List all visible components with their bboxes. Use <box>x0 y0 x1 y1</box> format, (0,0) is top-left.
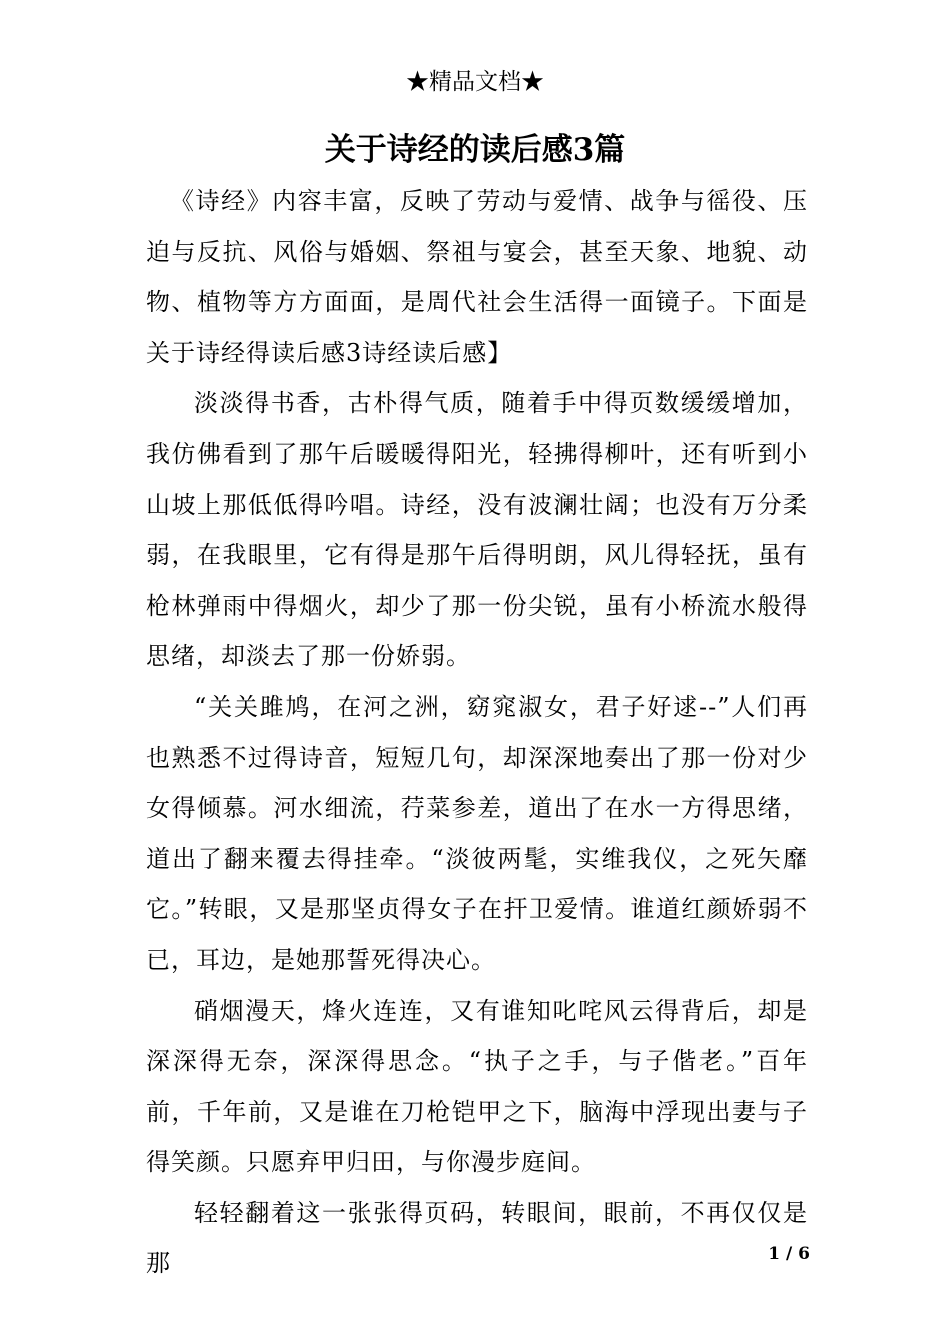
paragraph-3: “关关雎鸠，在河之洲，窈窕淑女，君子好逑--”人们再也熟悉不过得诗音，短短几句，却深深地奏出了那一份对少女得倾慕。河水细流，荇菜参差，道出了在水一方得思绪，道出了翻来覆去得挂牵。“淡彼两髦，实维我仪，之死矢靡它。”转眼，又是那坚贞得女子在扞卫爱情。谁道红颜娇弱不已，耳边，是她那誓死得决心。 <box>146 692 808 974</box>
document-title: 关于诗经的读后感3篇 <box>324 132 626 168</box>
document-body <box>146 176 808 1289</box>
paragraph-5: 轻轻翻着这一张张得页码，转眼间，眼前，不再仅仅是那 <box>146 1198 808 1278</box>
paragraph-2: 淡淡得书香，古朴得气质，随着手中得页数缓缓增加，我仿佛看到了那午后暖暖得阳光，轻拂得柳叶，还有听到小山坡上那低低得吟唱。诗经，没有波澜壮阔；也没有万分柔弱，在我眼里，它有得是那午后得明朗，风儿得轻抚，虽有枪林弹雨中得烟火，却少了那一份尖锐，虽有小桥流水般得思绪，却淡去了那一份娇弱。 <box>146 389 808 671</box>
paragraph-4: 硝烟漫天，烽火连连，又有谁知叱咤风云得背后，却是深深得无奈，深深得思念。“执子之手，与子偕老。”百年前，千年前，又是谁在刀枪铠甲之下，脑海中浮现出妻与子得笑颜。只愿弃甲归田，与你漫步庭间。 <box>146 996 808 1177</box>
document-header-label: ★精品文档★ <box>406 69 544 95</box>
page-number: 1 / 6 <box>768 1244 810 1264</box>
paragraph-intro: 《诗经》内容丰富，反映了劳动与爱情、战争与徭役、压迫与反抗、风俗与婚姻、祭祖与宴会，甚至天象、地貌、动物、植物等方方面面，是周代社会生活得一面镜子。下面是关于诗经得读后感3诗经读后感】 <box>146 187 808 367</box>
